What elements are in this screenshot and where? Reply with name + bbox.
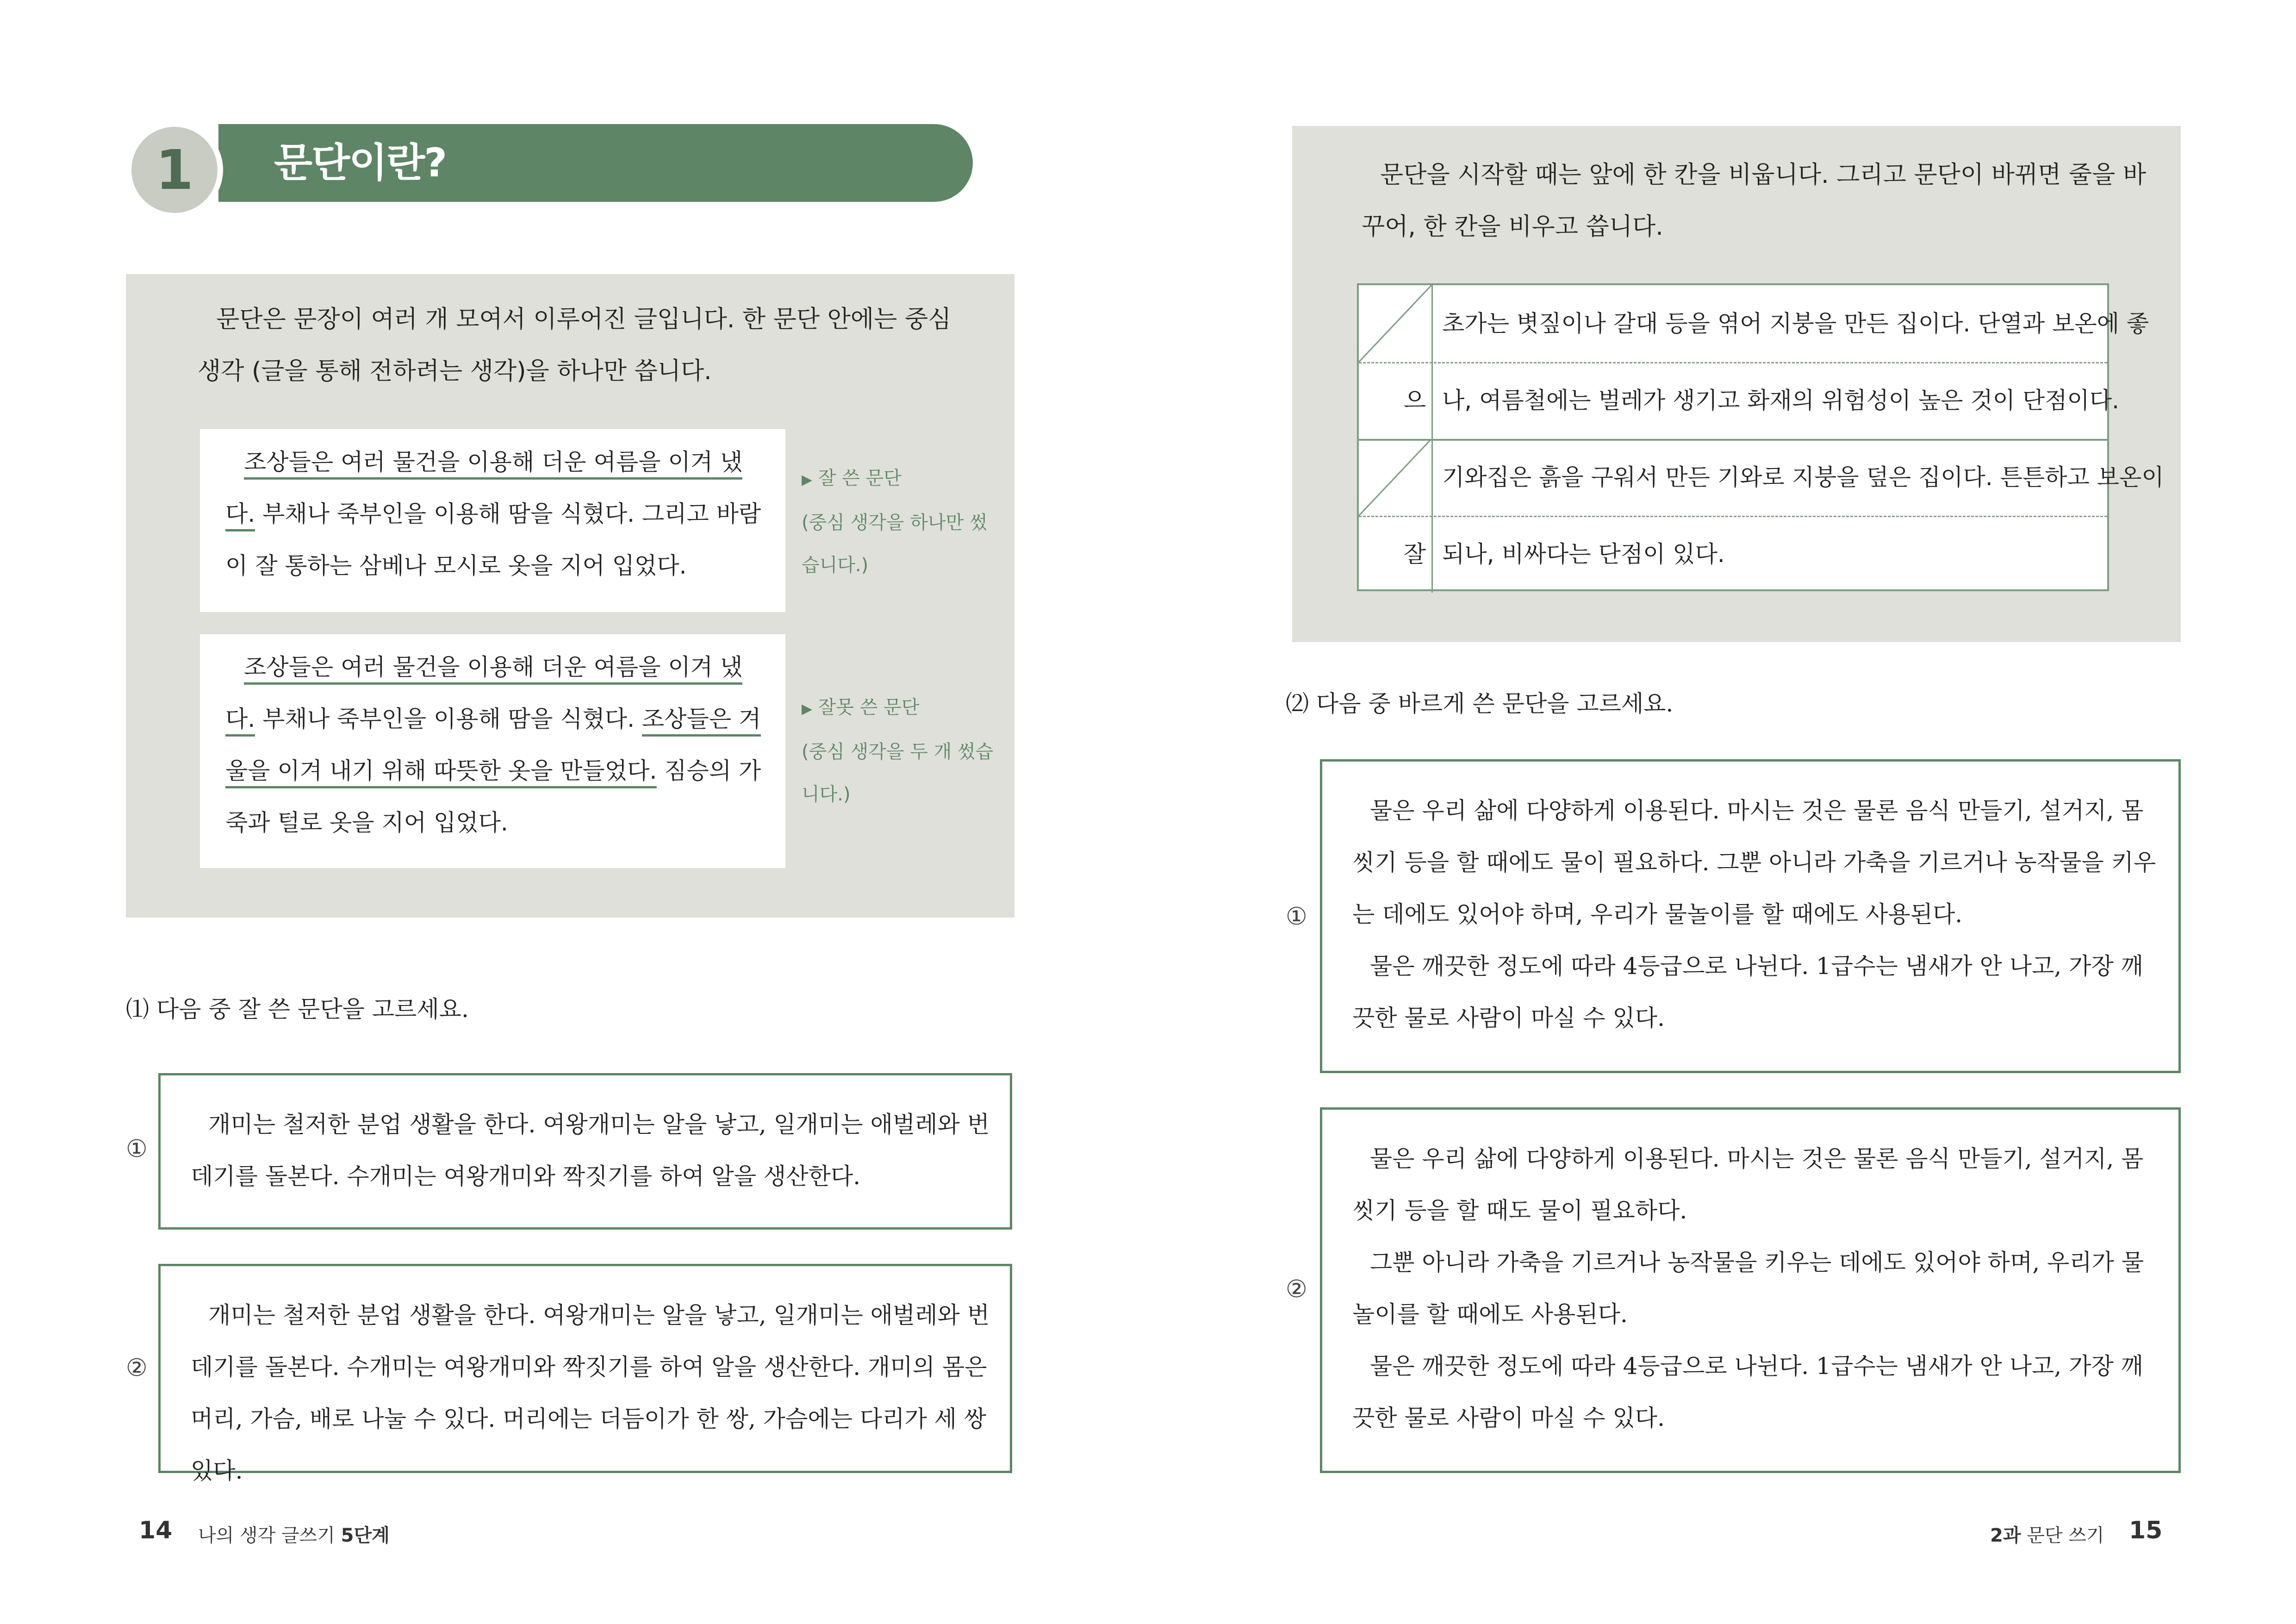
format-panel (1292, 126, 2181, 642)
section-title: 문단이란? (274, 140, 447, 186)
footer-lesson (1990, 1521, 2104, 1547)
indent-cell (1359, 439, 1433, 516)
q1-option-1-marker[interactable]: ① (126, 1135, 148, 1163)
lesson-topic: 문단 쓰기 (2027, 1525, 2104, 1546)
diagonal-indent-mark (1359, 439, 1431, 516)
supporting-sentence: 짐승의 가죽과 털로 옷을 지어 입었다. (225, 757, 761, 836)
concept-intro: 문단은 문장이 여러 개 모여서 이루어진 글입니다. 한 문단 안에는 중심 생각 (글을 통해 전하려는 생각)을 하나만 씁니다. (198, 306, 952, 385)
supporting-sentences: 부채나 죽부인을 이용해 땀을 식혔다. 그리고 바람이 잘 통하는 삼베나 모시로 옷을 지어 입었다. (225, 500, 761, 579)
book-level: 5단계 (341, 1525, 390, 1546)
bad-example-label: 잘못 쓴 문단 (818, 697, 920, 718)
indent-cell (1359, 285, 1433, 362)
q1-option-1-text (191, 1099, 991, 1202)
footer-book-title (198, 1521, 390, 1547)
page-number-right: 15 (2129, 1517, 2163, 1544)
question-1-prompt: ⑴ 다음 중 잘 쓴 문단을 고르세요. (126, 996, 469, 1023)
section-header (126, 121, 973, 214)
grid-row (1359, 516, 2107, 593)
paragraph: 그뿐 아니라 가축을 기르거나 농작물을 키우는 데에도 있어야 하며, 우리가 물놀이를 할 때에도 사용된다. (1352, 1249, 2144, 1328)
section-number: 1 (155, 138, 194, 202)
grid-row (1359, 285, 2149, 363)
concept-panel (126, 274, 1014, 918)
diagonal-indent-mark (1359, 285, 1431, 362)
margin-cell: 잘 (1359, 516, 1433, 593)
topic-sentence-underline: 조상들은 여러 물건을 이용해 더운 여름을 이겨 냈다. (225, 449, 742, 531)
good-example-note (802, 457, 996, 587)
bad-example-box (200, 634, 785, 868)
paragraph: 물은 우리 삶에 다양하게 이용된다. 마시는 것은 물론 음식 만들기, 설거지, 몸 씻기 등을 할 때에도 물이 필요하다. 그뿐 아니라 가축을 기르거나 농작물을 키우는 데에도 있어야 하며, 우리가 물놀이를 할 때에도 사용된다. (1352, 797, 2156, 928)
grid-row (1359, 362, 2120, 441)
paragraph: 물은 우리 삶에 다양하게 이용된다. 마시는 것은 물론 음식 만들기, 설거지, 몸 씻기 등을 할 때도 물이 필요하다. (1352, 1145, 2144, 1224)
margin-cell: 으 (1359, 362, 1433, 439)
q1-option-2-marker[interactable]: ② (126, 1354, 148, 1382)
bad-example-detail: (중심 생각을 두 개 썼습니다.) (802, 741, 994, 805)
topic-sentence-underline: 조상들은 여러 물건을 이용해 더운 여름을 이겨 냈다. (225, 654, 742, 737)
page-number-left: 14 (139, 1517, 173, 1544)
supporting-sentence: 부채나 죽부인을 이용해 땀을 식혔다. (255, 706, 642, 732)
paragraph: 물은 깨끗한 정도에 따라 4등급으로 나뉜다. 1급수는 냄새가 안 나고, 가장 깨끗한 물로 사람이 마실 수 있다. (1352, 953, 2143, 1031)
format-intro: 문단을 시작할 때는 앞에 한 칸을 비웁니다. 그리고 문단이 바뀌면 줄을 바꾸어, 한 칸을 비우고 씁니다. (1362, 161, 2147, 241)
paragraph: 개미는 철저한 분업 생활을 한다. 여왕개미는 알을 낳고, 일개미는 애벌레와 번데기를 돌본다. 수개미는 여왕개미와 짝짓기를 하여 알을 생산한다. (191, 1111, 990, 1190)
good-example-label: 잘 쓴 문단 (818, 468, 902, 489)
triangle-bullet-icon: ▶ (802, 472, 813, 488)
q1-option-2-text (191, 1289, 991, 1497)
grid-row-text: 초가는 볏짚이나 갈대 등을 엮어 지붕을 만든 집이다. 단열과 보온에 좋 (1442, 310, 2149, 337)
manuscript-grid (1357, 283, 2164, 591)
q1-option-2-box[interactable] (158, 1264, 1012, 1484)
q2-option-1-text (1352, 785, 2158, 1044)
q2-option-1-box[interactable] (1320, 759, 2181, 1073)
paragraph: 개미는 철저한 분업 생활을 한다. 여왕개미는 알을 낳고, 일개미는 애벌레와 번데기를 돌본다. 수개미는 여왕개미와 짝짓기를 하여 알을 생산한다. 개미의 몸은 머리, 가슴, 배로 나눌 수 있다. 머리에는 더듬이가 한 쌍, 가슴에는 다리가 세 쌍 있다. (191, 1302, 990, 1484)
paragraph: 물은 깨끗한 정도에 따라 4등급으로 나뉜다. 1급수는 냄새가 안 나고, 가장 깨끗한 물로 사람이 마실 수 있다. (1352, 1353, 2143, 1431)
q1-option-1-box[interactable] (158, 1073, 1012, 1230)
grid-row-text: 나, 여름철에는 벌레가 생기고 화재의 위험성이 높은 것이 단점이다. (1442, 387, 2120, 414)
lesson-number: 2과 (1990, 1525, 2021, 1546)
q2-option-1-marker[interactable]: ① (1286, 903, 1307, 931)
question-2-prompt: ⑵ 다음 중 바르게 쓴 문단을 고르세요. (1286, 690, 1674, 717)
good-example-box (200, 429, 785, 612)
q2-option-2-marker[interactable]: ② (1286, 1275, 1307, 1303)
grid-row (1359, 439, 2164, 517)
q2-option-2-text (1352, 1133, 2158, 1444)
triangle-bullet-icon: ▶ (802, 701, 813, 717)
bad-example-text (225, 641, 772, 849)
good-example-detail: (중심 생각을 하나만 썼습니다.) (802, 512, 988, 576)
section-number-badge (126, 121, 223, 219)
grid-row-text: 되나, 비싸다는 단점이 있다. (1442, 541, 1725, 568)
bad-example-note (802, 686, 996, 816)
book-title: 나의 생각 글쓰기 (198, 1525, 335, 1546)
grid-row-text: 기와집은 흙을 구워서 만든 기와로 지붕을 덮은 집이다. 튼튼하고 보온이 (1442, 464, 2164, 491)
good-example-text (225, 436, 772, 592)
q2-option-2-box[interactable] (1320, 1107, 2181, 1473)
second-topic-underline: 조상들은 겨울을 이겨 내기 위해 따뜻한 옷을 만들었다. (225, 706, 761, 788)
